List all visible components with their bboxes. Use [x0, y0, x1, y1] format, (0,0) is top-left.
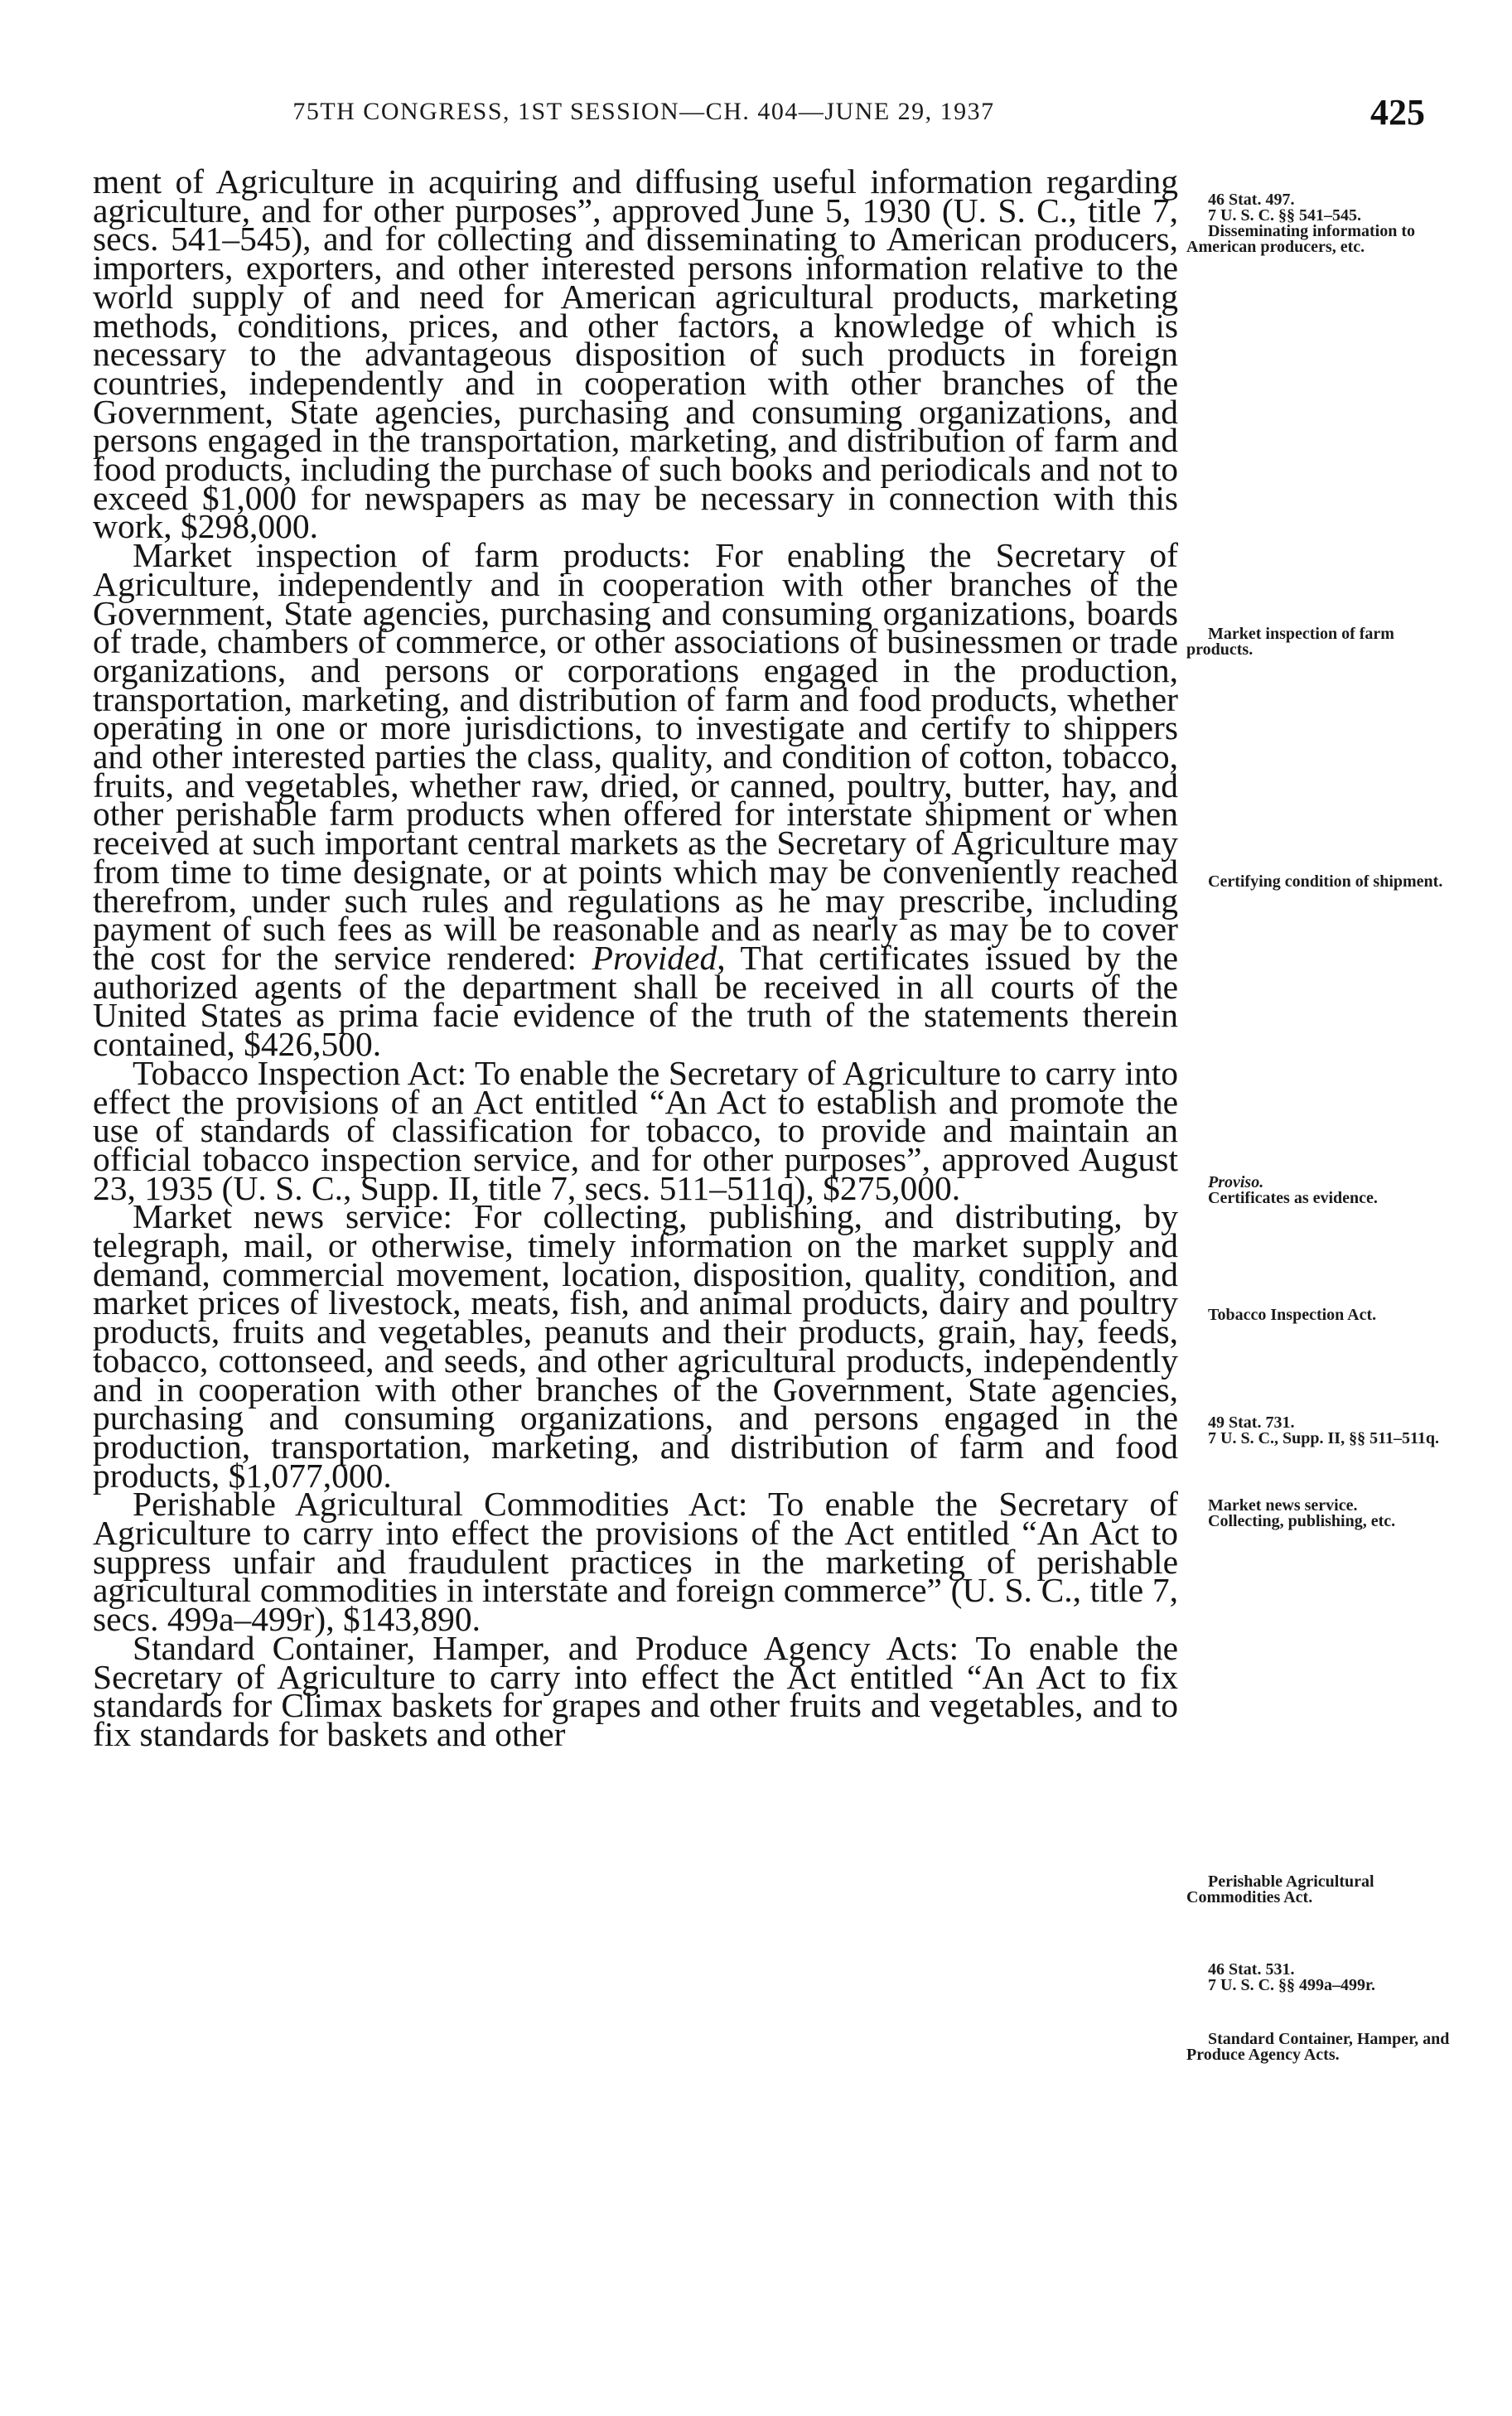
paragraph-market-news: Market news service: For collecting, publishing, and distributing, by telegraph, mail, or otherwise, timely information on the market supply and demand, commercial movement, location, disposition, quality, condition, and market prices of livestock, meats, fish, and animal products, dairy and poultry products, fruits and vegetables, peanuts and their products, grain, hay, feeds, tobacco, cottonseed, and seeds, and other agricultural products, independently and in cooperation with other branches of the Government, State agencies, purchasing and consuming organizations, and persons engaged in the production, transportation, marketing, and distribution of farm and food products, $1,077,000.: [93, 1197, 1178, 1495]
proviso-word: Provided: [592, 938, 717, 977]
margin-note-proviso: Proviso. Certificates as evidence.: [1208, 1173, 1378, 1207]
proviso-text: , That certificates issued by the authorized agents of the department shall be received in all courts of the United States as prima facie evidence of the truth of the statements therein contained, $426,500.: [93, 938, 1179, 1064]
margin-note-standard-container: Standard Container, Hamper, and Produce Agency Acts.: [1186, 2030, 1450, 2064]
margin-note-citation-1: 46 Stat. 497. 7 U. S. C. §§ 541–545. Disseminating information to American producers, etc.: [1186, 191, 1415, 256]
paragraph-continued: ment of Agriculture in acquiring and diffusing useful information regarding agriculture, and for other purposes”, approved June 5, 1930 (U. S. C., title 7, secs. 541–545), and for collecting and disseminating to American producers, importers, exporters, and other interested persons information relative to the world supply of and need for American agricultural products, marketing methods, conditions, prices, and other factors, a knowledge of which is necessary to the advantageous disposition of such products in foreign countries, independently and in cooperation with other branches of the Government, State agencies, purchasing and consuming organizations, and persons engaged in the transportation, marketing, and distribution of farm and food products, including the purchase of such books and periodicals and not to exceed $1,000 for newspapers as may be necessary in connection with this work, $298,000.: [93, 162, 1178, 546]
margin-note-certifying: Certifying condition of shipment.: [1208, 872, 1443, 891]
margin-note-market-inspection: Market inspection of farm products.: [1186, 625, 1394, 659]
margin-note-market-news: Market news service. Collecting, publishing, etc.: [1208, 1496, 1396, 1530]
body-text: [93, 162, 1179, 1753]
margin-note-tobacco-act: Tobacco Inspection Act.: [1208, 1306, 1377, 1324]
running-head: 75TH CONGRESS, 1ST SESSION—CH. 404—JUNE 29, 1937: [292, 98, 995, 125]
margin-note-perishable-act: Perishable Agricultural Commodities Act.: [1186, 1872, 1374, 1906]
paragraph-tobacco-inspection: Tobacco Inspection Act: To enable the Secretary of Agriculture to carry into effect the provisions of an Act entitled “An Act to establish and promote the use of standards of classification for tobacco, to provide and maintain an official tobacco inspection service, and for other purposes”, approved August 23, 1935 (U. S. C., Supp. II, title 7, secs. 511–511q), $275,000.: [93, 1053, 1178, 1207]
paragraph-market-inspection: [93, 536, 1179, 1064]
margin-note-citation-2: 49 Stat. 731. 7 U. S. C., Supp. II, §§ 511–511q.: [1208, 1413, 1439, 1447]
page-number: 425: [1370, 92, 1425, 133]
paragraph-standard-container: Standard Container, Hamper, and Produce Agency Acts: To enable the Secretary of Agriculture to carry into effect the Act entitled “An Act to fix standards for Climax baskets for grapes and other fruits and vegetables, and to fix standards for baskets and other: [93, 1628, 1178, 1753]
paragraph-perishable-commodities: Perishable Agricultural Commodities Act: To enable the Secretary of Agriculture to carry into effect the provisions of the Act entitled “An Act to suppress unfair and fraudulent practices in the marketing of perishable agricultural commodities in interstate and foreign commerce” (U. S. C., title 7, secs. 499a–499r), $143,890.: [93, 1485, 1178, 1639]
margin-note-citation-3: 46 Stat. 531. 7 U. S. C. §§ 499a–499r.: [1208, 1960, 1376, 1994]
market-inspection-text: Market inspection of farm products: For enabling the Secretary of Agriculture, independently and in cooperation with other branches of the Government, State agencies, purchasing and consuming organizations, boards of trade, chambers of commerce, or other associations of businessmen or trade organizations, and persons or corporations engaged in the production, transportation, marketing, and distribution of farm and food products, whether operating in one or more jurisdictions, to investigate and certify to shippers and other interested parties the class, quality, and condition of cotton, tobacco, fruits, and vegetables, whether raw, dried, or canned, poultry, butter, hay, and other perishable farm products when offered for interstate shipment or when received at such important central markets as the Secretary of Agriculture may from time to time designate, or at points which may be conveniently reached therefrom, under such rules and regulations as he may prescribe, including payment of such fees as will be reasonable and as nearly as may be to cover the cost for the service rendered:: [93, 536, 1178, 977]
